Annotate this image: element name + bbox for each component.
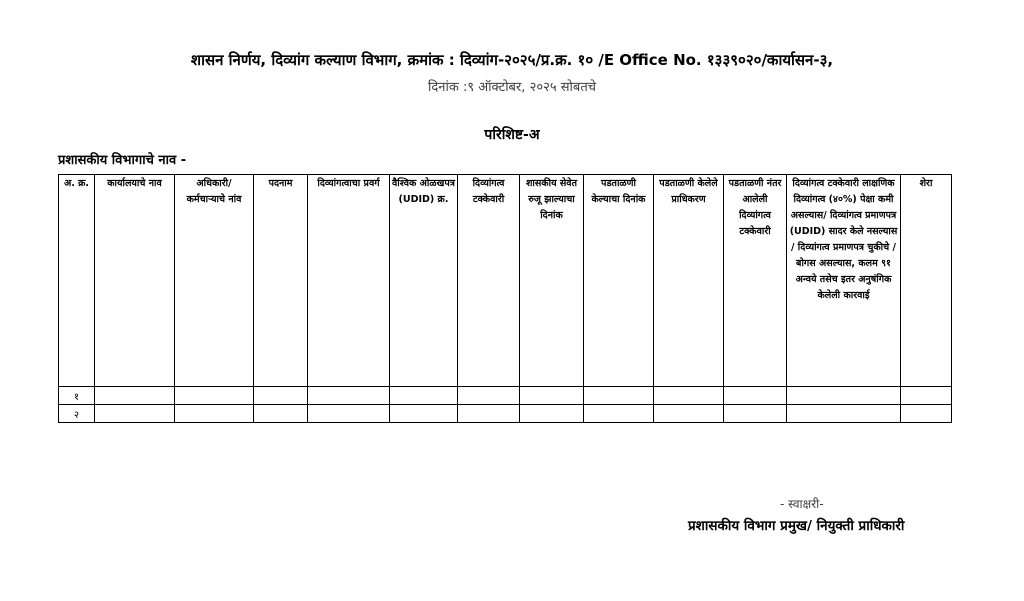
table-cell	[390, 387, 458, 405]
table-cell	[520, 405, 584, 423]
table-cell	[724, 387, 787, 405]
table-header-row	[59, 175, 952, 387]
document-date-line: दिनांक :९ ऑक्टोबर, २०२५ सोबतचे	[428, 80, 596, 95]
table-cell	[787, 387, 901, 405]
table-cell	[95, 387, 175, 405]
department-name-label: प्रशासकीय विभागाचे नाव -	[58, 153, 187, 168]
column-header-joining-date: शासकीय सेवेत रुजू झाल्याचा दिनांक	[520, 175, 584, 387]
column-header-remarks: शेरा	[901, 175, 952, 387]
table-cell	[584, 405, 654, 423]
column-header-employee-name: अधिकारी/ कर्मचाऱ्याचे नांव	[175, 175, 254, 387]
table-cell-serial: २	[59, 405, 95, 423]
table-cell	[308, 405, 390, 423]
table-cell	[724, 405, 787, 423]
column-header-serial-no: अ. क्र.	[59, 175, 95, 387]
table-cell	[254, 387, 308, 405]
column-header-action-taken: दिव्यांगत्व टक्केवारी लाक्षणिक दिव्यांगत्व (४०%) पेक्षा कमी असल्यास/ दिव्यांगत्व प्रमाणपत्र (UDID) सादर केले नसल्यास / दिव्यांगत्व प्रमाणपत्र चुकीचे / बोगस असल्यास, कलम ९१ अन्वये तसेच इतर अनुषंगिक केलेली कारवाई	[787, 175, 901, 387]
appendix-heading: परिशिष्ट-अ	[484, 127, 540, 143]
column-header-designation: पदनाम	[254, 175, 308, 387]
table-cell	[95, 405, 175, 423]
column-header-verifying-authority: पडताळणी केलेले प्राधिकरण	[654, 175, 724, 387]
column-header-verification-date: पडताळणी केल्याचा दिनांक	[584, 175, 654, 387]
table-cell-serial: १	[59, 387, 95, 405]
table-cell	[654, 405, 724, 423]
column-header-office-name: कार्यालयाचे नाव	[95, 175, 175, 387]
signature-label: - स्वाक्षरी-	[780, 497, 824, 511]
table-cell	[654, 387, 724, 405]
table-cell	[175, 405, 254, 423]
table-cell	[458, 405, 520, 423]
table-cell	[787, 405, 901, 423]
table-row	[59, 405, 952, 423]
table-cell	[390, 405, 458, 423]
appendix-table	[58, 174, 952, 423]
table-cell	[584, 387, 654, 405]
table-row	[59, 387, 952, 405]
column-header-disability-category: दिव्यांगत्वाचा प्रवर्ग	[308, 175, 390, 387]
table-cell	[308, 387, 390, 405]
document-title: शासन निर्णय, दिव्यांग कल्याण विभाग, क्रमांक : दिव्यांग-२०२५/प्र.क्र. १० /E Office No. १३३९०२०/कार्यासन-३,	[190, 51, 834, 69]
table-cell	[901, 405, 952, 423]
column-header-disability-percentage: दिव्यांगत्व टक्केवारी	[458, 175, 520, 387]
signing-authority: प्रशासकीय विभाग प्रमुख/ नियुक्ती प्राधिकारी	[688, 518, 905, 534]
table-cell	[901, 387, 952, 405]
column-header-post-verification-percentage: पडताळणी नंतर आलेली दिव्यांगत्व टक्केवारी	[724, 175, 787, 387]
table-cell	[520, 387, 584, 405]
column-header-udid-number: वैश्विक ओळखपत्र (UDID) क्र.	[390, 175, 458, 387]
table-cell	[458, 387, 520, 405]
table-cell	[254, 405, 308, 423]
table-cell	[175, 387, 254, 405]
